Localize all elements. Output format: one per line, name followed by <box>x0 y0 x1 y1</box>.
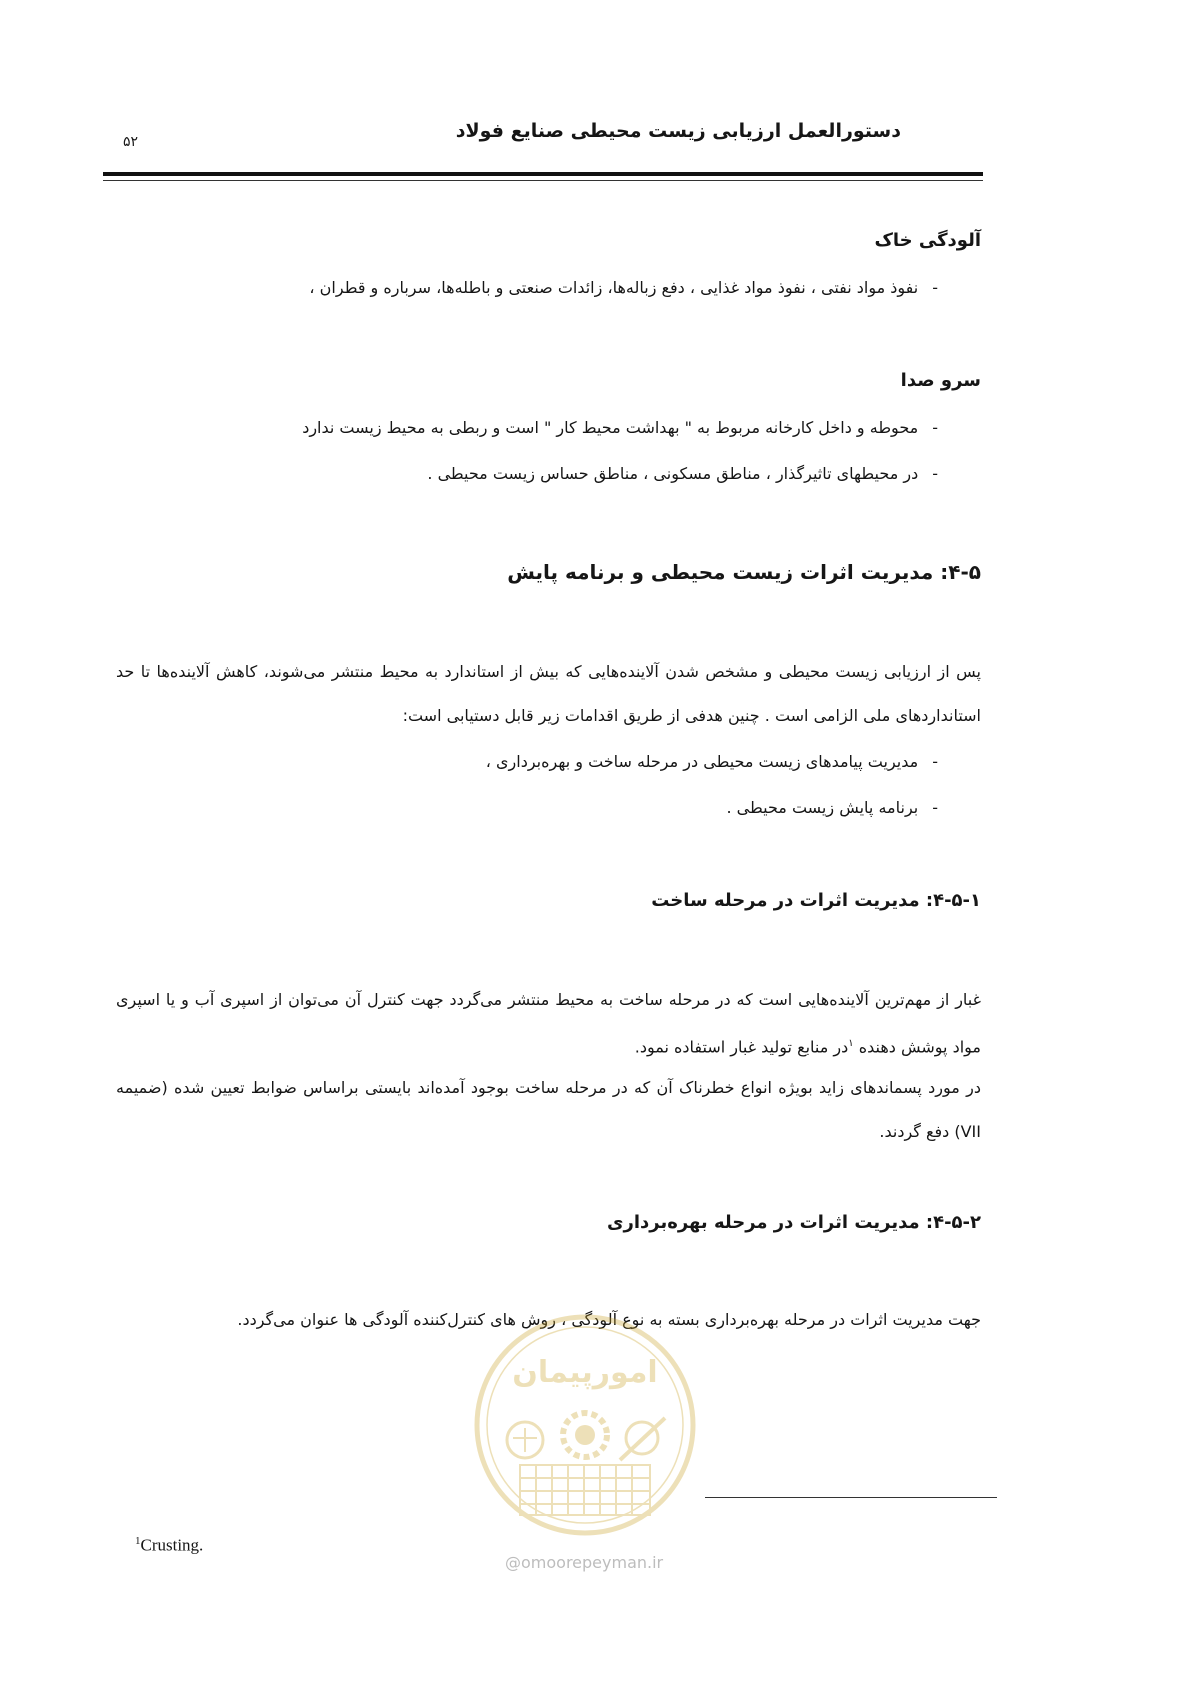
header-rule-thick <box>103 172 983 176</box>
watermark-logo <box>470 1310 700 1540</box>
list-item <box>427 464 938 483</box>
section-heading-4-5-2: ۴-۵-۲: مدیریت اثرات در مرحله بهره‌برداری <box>607 1212 981 1233</box>
header-rule-thin <box>103 180 983 181</box>
bullet-dash: - <box>932 798 938 817</box>
document-header-title: دستورالعمل ارزیابی زیست محیطی صنایع فولاد <box>455 120 901 142</box>
bullet-text: محوطه و داخل کارخانه مربوط به " بهداشت محیط کار " است و ربطی به محیط زیست ندارد <box>302 418 919 437</box>
paragraph-text: غبار از مهم‌ترین آلاینده‌هایی است که در مرحله ساخت به محیط منتشر می‌گردد جهت کنترل آن می‌توان از اسپری آب و یا اسپری مواد پوشش دهنده <box>116 990 981 1057</box>
section-4-5-2-paragraph: جهت مدیریت اثرات در مرحله بهره‌برداری بسته به نوع آلودگی ، روش های کنترل‌کننده آلودگی ها عنوان می‌گردد. <box>237 1310 981 1329</box>
page-number: ۵۲ <box>123 134 139 150</box>
bullet-dash: - <box>932 278 938 297</box>
bullet-text: مدیریت پیامدهای زیست محیطی در مرحله ساخت و بهره‌برداری ، <box>485 752 919 771</box>
bullet-text: برنامه پایش زیست محیطی . <box>726 798 919 817</box>
footnote <box>135 1535 203 1556</box>
section-4-5-paragraph: پس از ارزیابی زیست محیطی و مشخص شدن آلاینده‌هایی که بیش از استاندارد به محیط منتشر می‌شوند، کاهش آلاینده‌ها تا حد استانداردهای ملی الزامی است . چنین هدفی از طریق اقدامات زیر قابل دستیابی است: <box>116 662 981 725</box>
section-4-5-1-paragraph-1 <box>116 978 981 1069</box>
footnote-mark: 1 <box>135 1535 141 1547</box>
footnote-reference: ۱ <box>848 1038 854 1049</box>
svg-text:امورپیمان: امورپیمان <box>512 1355 658 1390</box>
list-item <box>302 418 938 437</box>
footnote-text: Crusting. <box>140 1535 204 1555</box>
list-item <box>486 752 938 771</box>
bullet-text: نفوذ مواد نفتی ، نفوذ مواد غذایی ، دفع زباله‌ها، زائدات صنعتی و باطله‌ها، سرباره و قطران ، <box>309 278 919 297</box>
heading-soil-pollution: آلودگی خاک <box>874 230 981 251</box>
list-item <box>727 798 939 817</box>
watermark-site: @omoorepeyman.ir <box>505 1553 664 1572</box>
bullet-dash: - <box>932 464 938 483</box>
bullet-text: در محیطهای تاثیرگذار ، مناطق مسکونی ، مناطق حساس زیست محیطی . <box>427 464 919 483</box>
section-4-5-1-paragraph-2: در مورد پسماندهای زاید بویژه انواع خطرناک آن که در مرحله ساخت بوجود آمده‌اند بایستی براساس ضوابط تعیین شده (ضمیمه VII) دفع گردند. <box>116 1078 981 1141</box>
section-heading-4-5-1: ۴-۵-۱: مدیریت اثرات در مرحله ساخت <box>651 890 981 911</box>
list-item <box>309 278 938 297</box>
footnote-rule <box>705 1497 997 1498</box>
bullet-dash: - <box>932 752 938 771</box>
bullet-dash: - <box>932 418 938 437</box>
section-heading-4-5: ۴-۵: مدیریت اثرات زیست محیطی و برنامه پایش <box>507 560 981 584</box>
heading-noise: سرو صدا <box>900 370 981 391</box>
paragraph-text: در منابع تولید غبار استفاده نمود. <box>634 1037 849 1057</box>
